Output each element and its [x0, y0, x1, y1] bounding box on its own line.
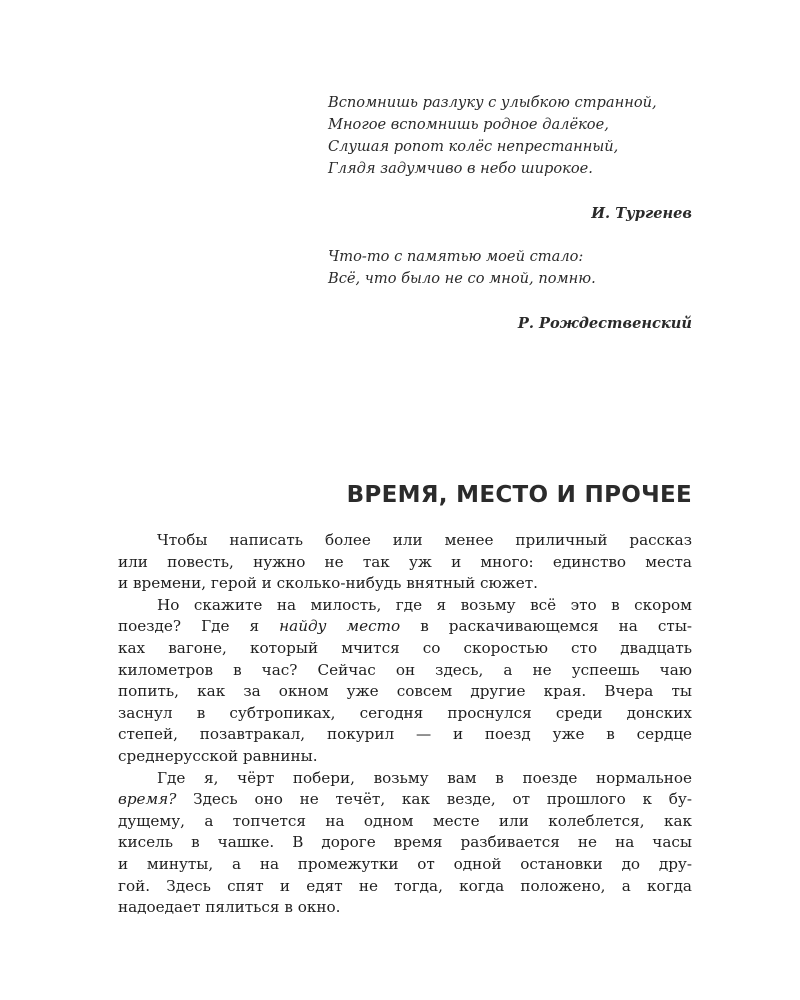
text-line: Чтобы написать более или менее приличный рассказ	[157, 531, 692, 549]
text-line: гой. Здесь спят и едят не тогда, когда положено, а когда	[118, 876, 692, 895]
text-fragment: Здесь оно не течёт, как везде, от прошлого к бу-	[193, 790, 692, 809]
epigraph-line: Слушая ропот колёс непрестанный,	[328, 138, 619, 155]
text-line: километров в час? Сейчас он здесь, а не успеешь чаю	[118, 660, 692, 679]
chapter-title: ВРЕМЯ, МЕСТО И ПРОЧЕЕ	[346, 482, 692, 508]
epigraph-author-turgenev: И. Тургенев	[591, 205, 692, 222]
text-line	[118, 616, 692, 638]
text-fragment: в раскачивающемся на сты-	[420, 617, 693, 636]
text-line: ках вагоне, который мчится со скоростью сто двадцать	[118, 638, 692, 657]
text-line: Но скажите на милость, где я возьму всё это в скором	[157, 595, 692, 614]
text-line: степей, позавтракал, покурил — и поезд уже в сердце	[118, 725, 692, 744]
epigraph-rozhdestvensky	[328, 246, 692, 290]
epigraph-line: Всё, что было не со мной, помню.	[328, 270, 596, 287]
text-line: попить, как за окном уже совсем другие края. Вчера ты	[118, 682, 692, 701]
text-fragment: поезде? Где я	[118, 617, 260, 636]
epigraph-line: Многое вспомнишь родное далёкое,	[328, 116, 609, 133]
text-line: заснул в субтропиках, сегодня проснулся среди донских	[118, 703, 692, 722]
epigraph-turgenev	[328, 92, 692, 180]
text-line: или повесть, нужно не так уж и много: единство места	[118, 552, 692, 571]
emphasis-text: найду место	[279, 617, 401, 636]
text-line: кисель в чашке. В дороге время разбивается не на часы	[118, 833, 692, 852]
emphasis-text: время?	[118, 790, 177, 809]
text-line: надоедает пялиться в окно.	[118, 898, 341, 917]
epigraph-line: Вспомнишь разлуку с улыбкою странной,	[328, 94, 657, 111]
text-line: Где я, чёрт побери, возьму вам в поезде нормальное	[157, 768, 692, 787]
text-line: и минуты, а на промежутки от одной остановки до дру-	[118, 854, 692, 873]
text-line: среднерусской равнины.	[118, 746, 318, 765]
text-line: и времени, герой и сколько-нибудь внятный сюжет.	[118, 574, 538, 593]
epigraph-author-rozhdestvensky: Р. Рождественский	[517, 315, 692, 332]
text-line	[118, 789, 692, 811]
chapter-body	[118, 530, 692, 919]
text-line: дущему, а топчется на одном месте или колеблется, как	[118, 811, 692, 830]
epigraph-line: Глядя задумчиво в небо широкое.	[328, 160, 593, 177]
epigraph-line: Что-то с памятью моей стало:	[328, 248, 584, 265]
